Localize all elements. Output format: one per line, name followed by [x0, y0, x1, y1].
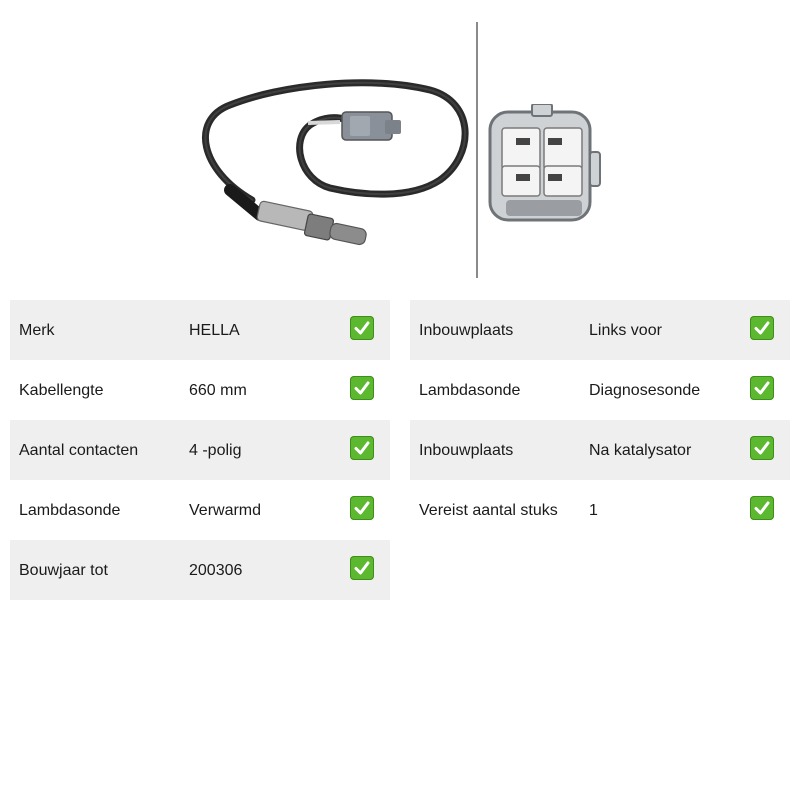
spec-value: 200306	[189, 562, 243, 579]
spec-row	[10, 540, 390, 600]
spec-row	[410, 480, 790, 540]
connector-image	[486, 104, 602, 228]
spec-label: Lambdasonde	[19, 502, 121, 519]
image-divider	[476, 22, 478, 278]
spec-row	[10, 300, 390, 360]
spec-table-left	[10, 300, 390, 600]
check-mark-icon	[350, 376, 374, 400]
spec-label: Lambdasonde	[419, 382, 521, 399]
spec-value: Na katalysator	[589, 442, 692, 459]
spec-value: 660 mm	[189, 382, 247, 399]
spec-table-right	[410, 300, 790, 540]
spec-label: Aantal contacten	[19, 442, 139, 459]
spec-label: Vereist aantal stuks	[419, 502, 558, 519]
spec-label: Inbouwplaats	[419, 322, 514, 339]
check-mark-icon	[350, 556, 374, 580]
spec-value: Links voor	[589, 322, 662, 339]
spec-value: Verwarmd	[189, 502, 262, 519]
spec-label: Kabellengte	[19, 382, 104, 399]
check-mark-icon	[350, 316, 374, 340]
spec-label: Bouwjaar tot	[19, 562, 108, 579]
spec-value: 4 -polig	[189, 442, 242, 459]
check-mark-icon	[350, 496, 374, 520]
spec-value: Diagnosesonde	[589, 382, 701, 399]
spec-row	[410, 360, 790, 420]
lambda-sensor-image	[190, 60, 480, 270]
spec-value: 1	[589, 502, 598, 519]
spec-row	[410, 420, 790, 480]
spec-label: Merk	[19, 322, 55, 339]
spec-row	[10, 420, 390, 480]
spec-row	[10, 360, 390, 420]
spec-label: Inbouwplaats	[419, 442, 514, 459]
check-mark-icon	[750, 436, 774, 460]
check-mark-icon	[750, 316, 774, 340]
check-mark-icon	[750, 376, 774, 400]
spec-value: HELLA	[189, 322, 240, 339]
spec-row	[410, 300, 790, 360]
check-mark-icon	[350, 436, 374, 460]
check-mark-icon	[750, 496, 774, 520]
spec-row	[10, 480, 390, 540]
